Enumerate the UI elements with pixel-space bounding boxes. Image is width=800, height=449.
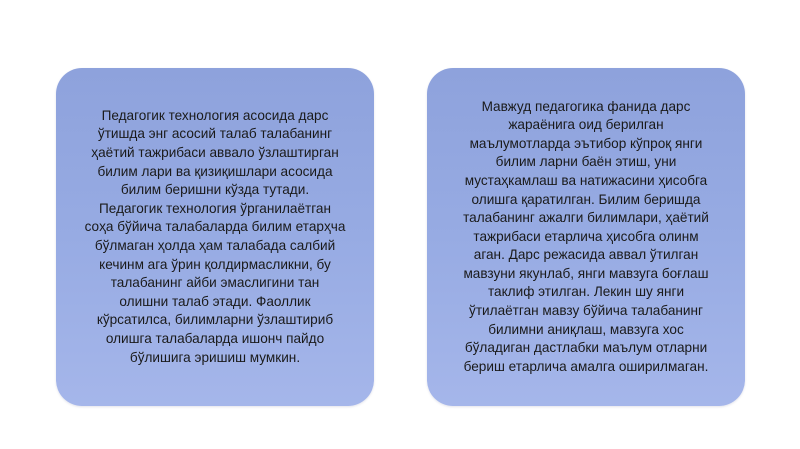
card-text-right: Мавжуд педагогика фанида дарс жараёнига оид берилган маълумотларда эътибор кўпроқ янги билим ларни баён этиш, уни мустаҳкамлаш ва натижасини ҳисобга олишга қаратилган. Билим беришда талабанинг ажалги билимлари, ҳаётий тажрибаси етарлича ҳисобга олинм аган. Дарс режасида аввал ўтилган мавзуни якунлаб, янги мавзуга боғлаш таклиф этилган. Лекин шу янги ўтилаётган мавзу бўйича талабанинг билимни аниқлаш, мавзуга хос бўладиган дастлабки маълум отларни бериш етарлича амалга оширилмаган.: [463, 98, 709, 374]
card-text-left: Педагогик технология асосида дарс ўтишда энг асосий талаб талабанинг ҳаётий тажрибаси аввало ўзлаштирган билим лари ва қизиқишлари асосида билим беришни кўзда тутади. Педагогик технология ўрганилаётган соҳа бўйича талабаларда билим етарҳча бўлмаган ҳолда ҳам талабада салбий кечинм ага ўрин қолдирмасликни, бу талабанинг айби эмаслигини тан олишни талаб этади. Фаоллик кўрсатилса, билимларни ўзлаштириб олишга талабаларда ишонч пайдо бўлишига эришиш мумкин.: [84, 107, 346, 365]
text-card-left: [56, 68, 374, 406]
text-card-right: [427, 68, 745, 406]
